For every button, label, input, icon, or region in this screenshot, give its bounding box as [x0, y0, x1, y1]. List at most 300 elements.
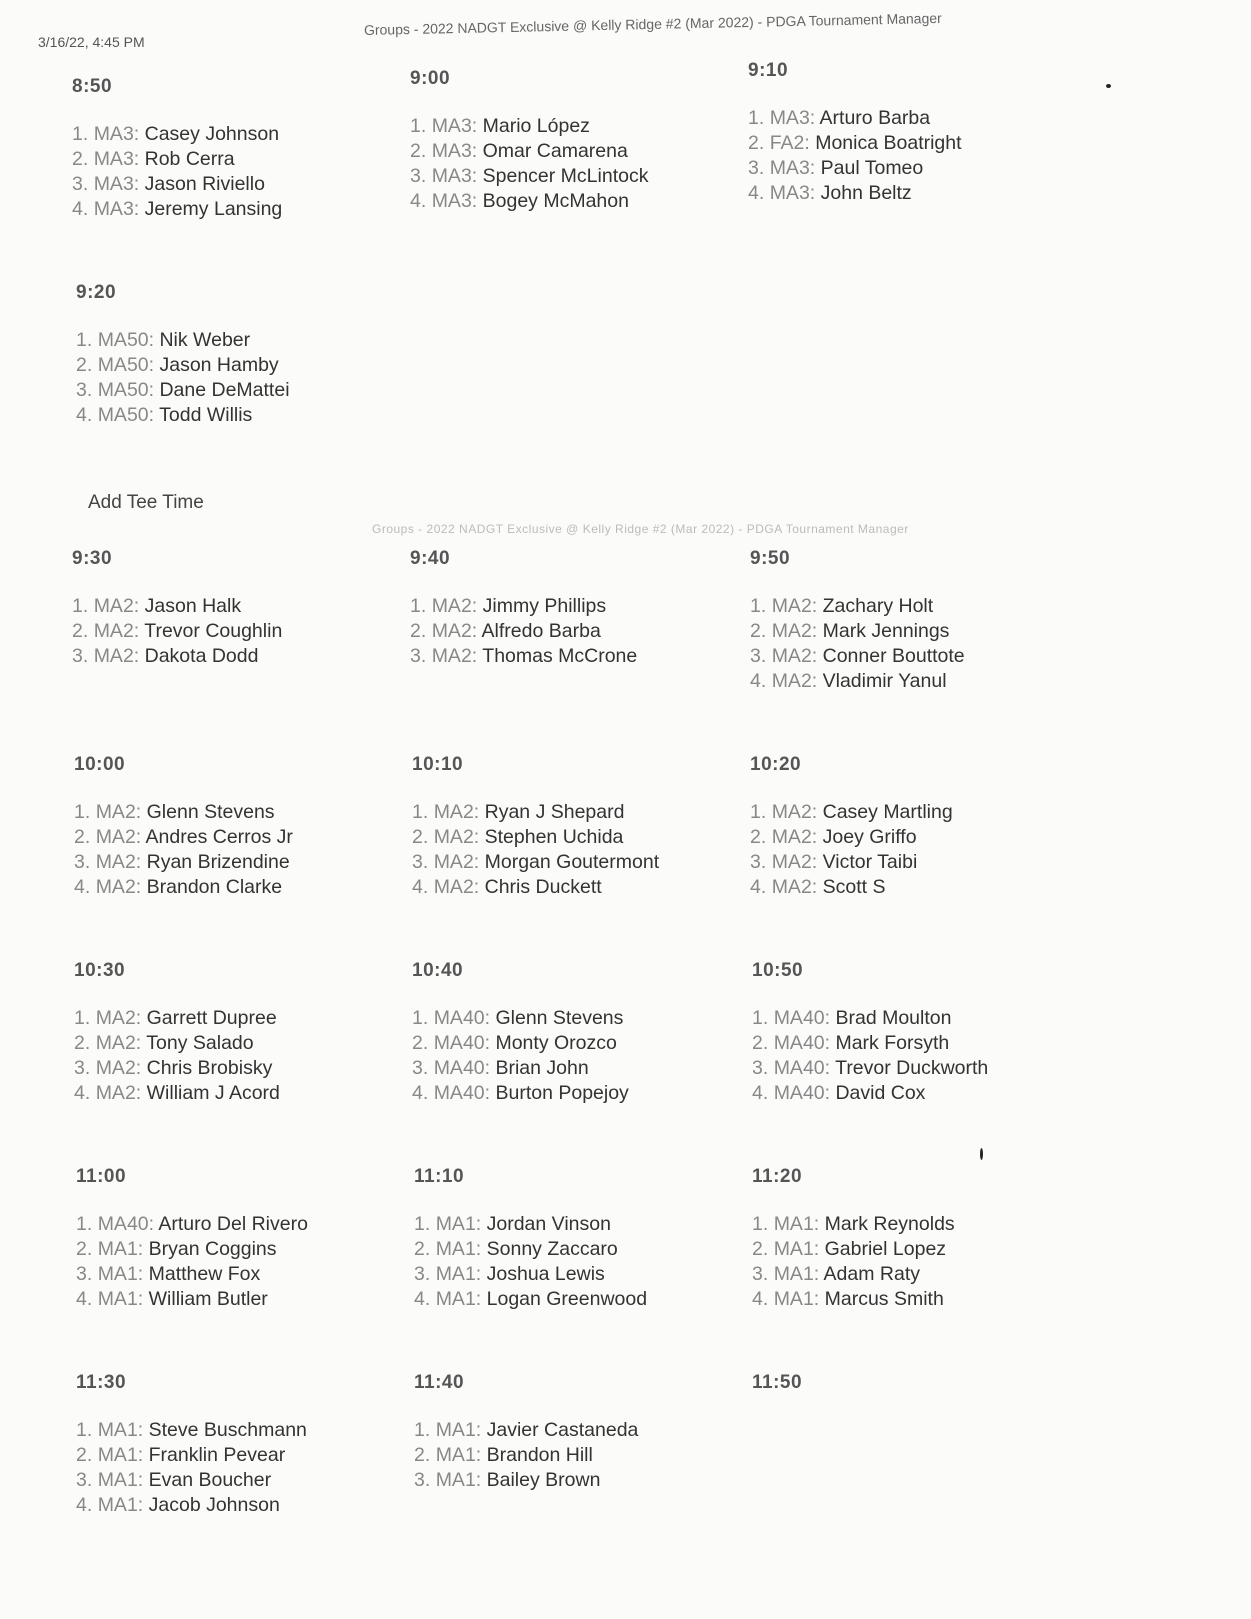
player-list	[412, 1006, 742, 1106]
player-number: 4.	[76, 1288, 93, 1310]
print-speck	[980, 1148, 983, 1160]
player-number: 2.	[748, 132, 765, 154]
player-name: Tony Salado	[146, 1032, 254, 1054]
tee-group	[72, 76, 402, 222]
player-division: MA3:	[769, 157, 816, 179]
player-division: MA1:	[773, 1288, 820, 1310]
player-name: Bailey Brown	[486, 1469, 601, 1491]
player-division: MA1:	[435, 1444, 482, 1466]
tee-time: 9:00	[410, 68, 451, 89]
player-division: MA1:	[97, 1494, 144, 1516]
page-title-repeat: Groups - 2022 NADGT Exclusive @ Kelly Ridge #2 (Mar 2022) - PDGA Tournament Manager	[372, 522, 909, 536]
player-division: MA2:	[93, 645, 140, 667]
player-row	[412, 875, 742, 900]
player-number: 3.	[72, 173, 89, 195]
player-division: MA2:	[433, 826, 480, 848]
tee-group	[74, 754, 404, 900]
player-number: 2.	[414, 1238, 431, 1260]
player-row	[72, 172, 402, 197]
player-division: MA1:	[97, 1469, 144, 1491]
player-number: 4.	[76, 404, 93, 426]
player-name: Alfredo Barba	[481, 620, 601, 642]
player-row	[750, 619, 1080, 644]
player-name: Joey Griffo	[822, 826, 917, 848]
player-number: 3.	[414, 1469, 431, 1491]
player-division: MA3:	[93, 198, 140, 220]
tee-time: 10:20	[750, 754, 802, 775]
player-division: MA40:	[433, 1032, 491, 1054]
player-row	[74, 1081, 404, 1106]
player-row	[412, 1056, 742, 1081]
player-name: Mark Reynolds	[824, 1213, 955, 1235]
player-number: 3.	[74, 1057, 91, 1079]
player-name: Spencer McLintock	[482, 165, 649, 187]
player-number: 2.	[410, 140, 427, 162]
player-row	[752, 1031, 1082, 1056]
player-name: Dane DeMattei	[159, 379, 290, 401]
player-number: 1.	[72, 123, 89, 145]
player-list	[76, 1212, 406, 1312]
player-number: 3.	[410, 165, 427, 187]
player-name: Brian John	[495, 1057, 589, 1079]
player-division: MA2:	[95, 801, 142, 823]
player-number: 4.	[750, 670, 767, 692]
player-row	[74, 825, 404, 850]
player-list	[74, 800, 404, 900]
print-date: 3/16/22, 4:45 PM	[38, 34, 145, 50]
player-division: MA40:	[97, 1213, 155, 1235]
player-name: Casey Martling	[822, 801, 953, 823]
player-number: 4.	[410, 190, 427, 212]
player-list	[72, 594, 402, 669]
tee-group	[410, 548, 740, 669]
tee-time: 9:10	[748, 60, 789, 81]
player-number: 3.	[74, 851, 91, 873]
player-name: Victor Taibi	[822, 851, 918, 873]
player-division: MA2:	[95, 826, 142, 848]
player-name: Evan Boucher	[148, 1469, 272, 1491]
player-number: 4.	[750, 876, 767, 898]
player-row	[410, 139, 740, 164]
tee-group	[72, 548, 402, 669]
player-division: MA1:	[773, 1213, 820, 1235]
player-row	[750, 594, 1080, 619]
player-number: 1.	[752, 1213, 769, 1235]
player-number: 2.	[750, 620, 767, 642]
player-row	[412, 825, 742, 850]
tee-group	[76, 1166, 406, 1312]
player-number: 2.	[410, 620, 427, 642]
player-name: Jordan Vinson	[486, 1213, 611, 1235]
player-list	[752, 1212, 1082, 1312]
player-row	[748, 181, 1078, 206]
player-division: MA40:	[433, 1007, 491, 1029]
player-number: 1.	[410, 595, 427, 617]
player-name: Jimmy Phillips	[482, 595, 607, 617]
player-name: Bogey McMahon	[482, 190, 629, 212]
player-number: 1.	[410, 115, 427, 137]
player-division: MA3:	[431, 190, 478, 212]
player-name: Conner Bouttote	[822, 645, 965, 667]
player-number: 3.	[410, 645, 427, 667]
player-number: 4.	[748, 182, 765, 204]
player-number: 2.	[752, 1032, 769, 1054]
player-name: Brandon Hill	[486, 1444, 593, 1466]
player-row	[76, 403, 406, 428]
player-list	[76, 1418, 406, 1518]
player-name: Dakota Dodd	[144, 645, 259, 667]
player-row	[74, 1006, 404, 1031]
player-division: MA40:	[433, 1057, 491, 1079]
player-division: MA2:	[95, 1057, 142, 1079]
player-division: MA1:	[97, 1444, 144, 1466]
player-row	[412, 1006, 742, 1031]
player-number: 1.	[74, 1007, 91, 1029]
player-division: MA2:	[771, 620, 818, 642]
player-number: 3.	[412, 851, 429, 873]
player-row	[412, 850, 742, 875]
player-row	[414, 1212, 744, 1237]
player-row	[76, 1287, 406, 1312]
player-number: 2.	[74, 1032, 91, 1054]
player-name: Chris Brobisky	[146, 1057, 273, 1079]
player-name: Morgan Goutermont	[484, 851, 660, 873]
player-row	[750, 850, 1080, 875]
tee-time: 11:00	[76, 1166, 127, 1187]
player-division: MA2:	[431, 645, 478, 667]
player-row	[72, 619, 402, 644]
player-number: 3.	[414, 1263, 431, 1285]
tee-time: 9:50	[750, 548, 791, 569]
tee-group	[752, 1372, 1082, 1418]
player-row	[72, 644, 402, 669]
player-row	[412, 1081, 742, 1106]
player-division: MA2:	[771, 801, 818, 823]
player-name: Adam Raty	[823, 1263, 920, 1285]
player-name: John Beltz	[820, 182, 912, 204]
tee-time: 11:30	[76, 1372, 127, 1393]
player-row	[752, 1237, 1082, 1262]
player-number: 1.	[76, 1419, 93, 1441]
player-list	[412, 800, 742, 900]
tee-time: 9:30	[72, 548, 113, 569]
player-division: MA2:	[93, 620, 140, 642]
player-list	[750, 800, 1080, 900]
player-name: Joshua Lewis	[486, 1263, 605, 1285]
tee-group	[748, 60, 1078, 206]
player-name: Garrett Dupree	[146, 1007, 277, 1029]
player-division: MA3:	[93, 173, 140, 195]
player-row	[76, 353, 406, 378]
player-row	[72, 122, 402, 147]
player-number: 3.	[752, 1263, 769, 1285]
tee-time: 11:20	[752, 1166, 803, 1187]
player-division: MA2:	[95, 1032, 142, 1054]
player-row	[750, 669, 1080, 694]
tee-group	[414, 1166, 744, 1312]
player-division: MA2:	[771, 851, 818, 873]
player-name: Steve Buschmann	[148, 1419, 307, 1441]
player-row	[74, 875, 404, 900]
tee-time: 10:40	[412, 960, 464, 981]
player-name: Monica Boatright	[815, 132, 962, 154]
player-division: MA2:	[93, 595, 140, 617]
player-division: MA3:	[93, 123, 140, 145]
player-number: 3.	[752, 1057, 769, 1079]
player-row	[74, 1031, 404, 1056]
player-row	[410, 594, 740, 619]
player-division: MA3:	[769, 182, 816, 204]
player-number: 4.	[72, 198, 89, 220]
player-name: Todd Willis	[159, 404, 253, 426]
player-name: Chris Duckett	[484, 876, 602, 898]
player-number: 1.	[76, 329, 93, 351]
player-number: 3.	[412, 1057, 429, 1079]
player-name: Andres Cerros Jr	[145, 826, 293, 848]
player-row	[76, 328, 406, 353]
player-division: MA1:	[97, 1238, 144, 1260]
player-number: 4.	[412, 1082, 429, 1104]
player-row	[72, 147, 402, 172]
player-division: FA2:	[769, 132, 810, 154]
player-row	[72, 197, 402, 222]
player-row	[410, 189, 740, 214]
player-number: 3.	[748, 157, 765, 179]
player-name: Marcus Smith	[824, 1288, 944, 1310]
player-number: 2.	[414, 1444, 431, 1466]
player-name: Jason Halk	[144, 595, 242, 617]
player-name: William Butler	[148, 1288, 268, 1310]
player-row	[414, 1418, 744, 1443]
player-name: Paul Tomeo	[820, 157, 924, 179]
player-division: MA1:	[97, 1419, 144, 1441]
player-name: Trevor Coughlin	[144, 620, 283, 642]
player-number: 1.	[750, 595, 767, 617]
player-name: Glenn Stevens	[495, 1007, 624, 1029]
player-list	[76, 328, 406, 428]
player-name: Burton Popejoy	[495, 1082, 629, 1104]
player-name: Trevor Duckworth	[835, 1057, 989, 1079]
player-number: 4.	[752, 1082, 769, 1104]
player-number: 2.	[752, 1238, 769, 1260]
player-row	[76, 1468, 406, 1493]
tee-group	[750, 548, 1080, 694]
player-division: MA1:	[773, 1263, 820, 1285]
player-list	[414, 1212, 744, 1312]
player-row	[72, 594, 402, 619]
player-division: MA1:	[97, 1288, 144, 1310]
player-list	[750, 594, 1080, 694]
player-row	[74, 850, 404, 875]
player-name: Logan Greenwood	[486, 1288, 648, 1310]
player-row	[414, 1468, 744, 1493]
player-division: MA3:	[431, 140, 478, 162]
player-name: William J Acord	[146, 1082, 280, 1104]
player-row	[414, 1287, 744, 1312]
player-row	[748, 106, 1078, 131]
player-row	[410, 114, 740, 139]
player-division: MA1:	[435, 1419, 482, 1441]
tee-group	[410, 68, 740, 214]
player-name: Jason Hamby	[159, 354, 279, 376]
player-division: MA1:	[435, 1213, 482, 1235]
tee-time: 11:50	[752, 1372, 803, 1393]
player-number: 2.	[76, 1444, 93, 1466]
player-row	[752, 1081, 1082, 1106]
player-number: 3.	[750, 645, 767, 667]
print-speck	[1106, 84, 1111, 88]
player-name: Zachary Holt	[822, 595, 934, 617]
player-division: MA2:	[771, 595, 818, 617]
player-number: 1.	[72, 595, 89, 617]
player-division: MA2:	[433, 851, 480, 873]
player-row	[750, 644, 1080, 669]
player-number: 4.	[74, 1082, 91, 1104]
add-tee-time-link[interactable]: Add Tee Time	[88, 492, 204, 513]
player-row	[748, 131, 1078, 156]
player-row	[752, 1056, 1082, 1081]
player-number: 1.	[752, 1007, 769, 1029]
player-row	[76, 1493, 406, 1518]
tee-time: 10:00	[74, 754, 126, 775]
player-name: Bryan Coggins	[148, 1238, 277, 1260]
player-division: MA3:	[431, 115, 478, 137]
player-division: MA1:	[435, 1288, 482, 1310]
player-name: Mark Jennings	[822, 620, 950, 642]
player-division: MA50:	[97, 379, 155, 401]
player-division: MA2:	[771, 645, 818, 667]
player-name: Brandon Clarke	[146, 876, 283, 898]
player-division: MA2:	[95, 851, 142, 873]
player-number: 3.	[750, 851, 767, 873]
tee-time: 10:50	[752, 960, 804, 981]
tee-group	[752, 1166, 1082, 1312]
player-row	[414, 1443, 744, 1468]
player-division: MA3:	[769, 107, 816, 129]
player-name: Scott S	[822, 876, 886, 898]
player-name: Ryan Brizendine	[146, 851, 290, 873]
player-name: Matthew Fox	[148, 1263, 261, 1285]
player-division: MA3:	[431, 165, 478, 187]
tee-group	[76, 1372, 406, 1518]
player-row	[752, 1262, 1082, 1287]
player-division: MA1:	[435, 1238, 482, 1260]
player-name: Franklin Pevear	[148, 1444, 286, 1466]
player-name: Javier Castaneda	[486, 1419, 639, 1441]
player-name: Arturo Barba	[819, 107, 931, 129]
player-list	[748, 106, 1078, 206]
player-name: Omar Camarena	[482, 140, 628, 162]
player-name: Casey Johnson	[144, 123, 280, 145]
player-number: 1.	[74, 801, 91, 823]
player-row	[752, 1006, 1082, 1031]
player-number: 4.	[76, 1494, 93, 1516]
player-number: 2.	[750, 826, 767, 848]
tee-time: 11:10	[414, 1166, 465, 1187]
player-division: MA2:	[95, 876, 142, 898]
tee-group	[412, 754, 742, 900]
player-division: MA1:	[97, 1263, 144, 1285]
player-row	[76, 1237, 406, 1262]
player-division: MA40:	[773, 1082, 831, 1104]
page-title: Groups - 2022 NADGT Exclusive @ Kelly Ridge #2 (Mar 2022) - PDGA Tournament Manager	[363, 9, 942, 38]
player-division: MA40:	[773, 1032, 831, 1054]
player-row	[752, 1212, 1082, 1237]
player-division: MA3:	[93, 148, 140, 170]
player-name: Vladimir Yanul	[822, 670, 947, 692]
player-name: Glenn Stevens	[146, 801, 275, 823]
player-name: Sonny Zaccaro	[486, 1238, 618, 1260]
player-number: 2.	[74, 826, 91, 848]
tee-time: 9:20	[76, 282, 117, 303]
player-list	[752, 1006, 1082, 1106]
tee-group	[76, 282, 406, 428]
player-division: MA2:	[95, 1082, 142, 1104]
tee-time: 11:40	[414, 1372, 465, 1393]
player-name: Mark Forsyth	[835, 1032, 950, 1054]
tee-time: 10:10	[412, 754, 464, 775]
player-number: 1.	[750, 801, 767, 823]
tee-group	[74, 960, 404, 1106]
player-number: 1.	[414, 1419, 431, 1441]
player-number: 2.	[76, 1238, 93, 1260]
player-name: Gabriel Lopez	[824, 1238, 947, 1260]
player-number: 1.	[76, 1213, 93, 1235]
player-name: Nik Weber	[159, 329, 251, 351]
tee-group	[752, 960, 1082, 1106]
player-division: MA2:	[431, 595, 478, 617]
player-name: Thomas McCrone	[482, 645, 638, 667]
player-number: 4.	[752, 1288, 769, 1310]
player-row	[410, 619, 740, 644]
player-number: 2.	[412, 1032, 429, 1054]
tee-group	[750, 754, 1080, 900]
player-number: 2.	[412, 826, 429, 848]
player-name: Jason Riviello	[144, 173, 265, 195]
player-row	[76, 1443, 406, 1468]
tee-time: 10:30	[74, 960, 126, 981]
player-name: Rob Cerra	[144, 148, 235, 170]
tee-time: 9:40	[410, 548, 451, 569]
player-number: 2.	[72, 620, 89, 642]
player-row	[750, 875, 1080, 900]
player-division: MA2:	[771, 670, 818, 692]
player-division: MA1:	[435, 1263, 482, 1285]
player-number: 2.	[76, 354, 93, 376]
player-number: 1.	[412, 801, 429, 823]
player-name: Monty Orozco	[495, 1032, 617, 1054]
player-division: MA40:	[773, 1057, 831, 1079]
player-row	[752, 1287, 1082, 1312]
player-list	[414, 1418, 744, 1493]
tee-time: 8:50	[72, 76, 113, 97]
player-division: MA2:	[433, 876, 480, 898]
player-name: Stephen Uchida	[484, 826, 624, 848]
player-name: Arturo Del Rivero	[158, 1213, 308, 1235]
player-number: 3.	[76, 1469, 93, 1491]
player-number: 3.	[76, 379, 93, 401]
player-division: MA1:	[435, 1469, 482, 1491]
player-list	[410, 594, 740, 669]
player-number: 1.	[412, 1007, 429, 1029]
player-row	[76, 1418, 406, 1443]
player-name: Jeremy Lansing	[144, 198, 283, 220]
player-division: MA40:	[773, 1007, 831, 1029]
player-name: Brad Moulton	[835, 1007, 952, 1029]
player-row	[412, 1031, 742, 1056]
player-number: 1.	[414, 1213, 431, 1235]
player-number: 1.	[748, 107, 765, 129]
